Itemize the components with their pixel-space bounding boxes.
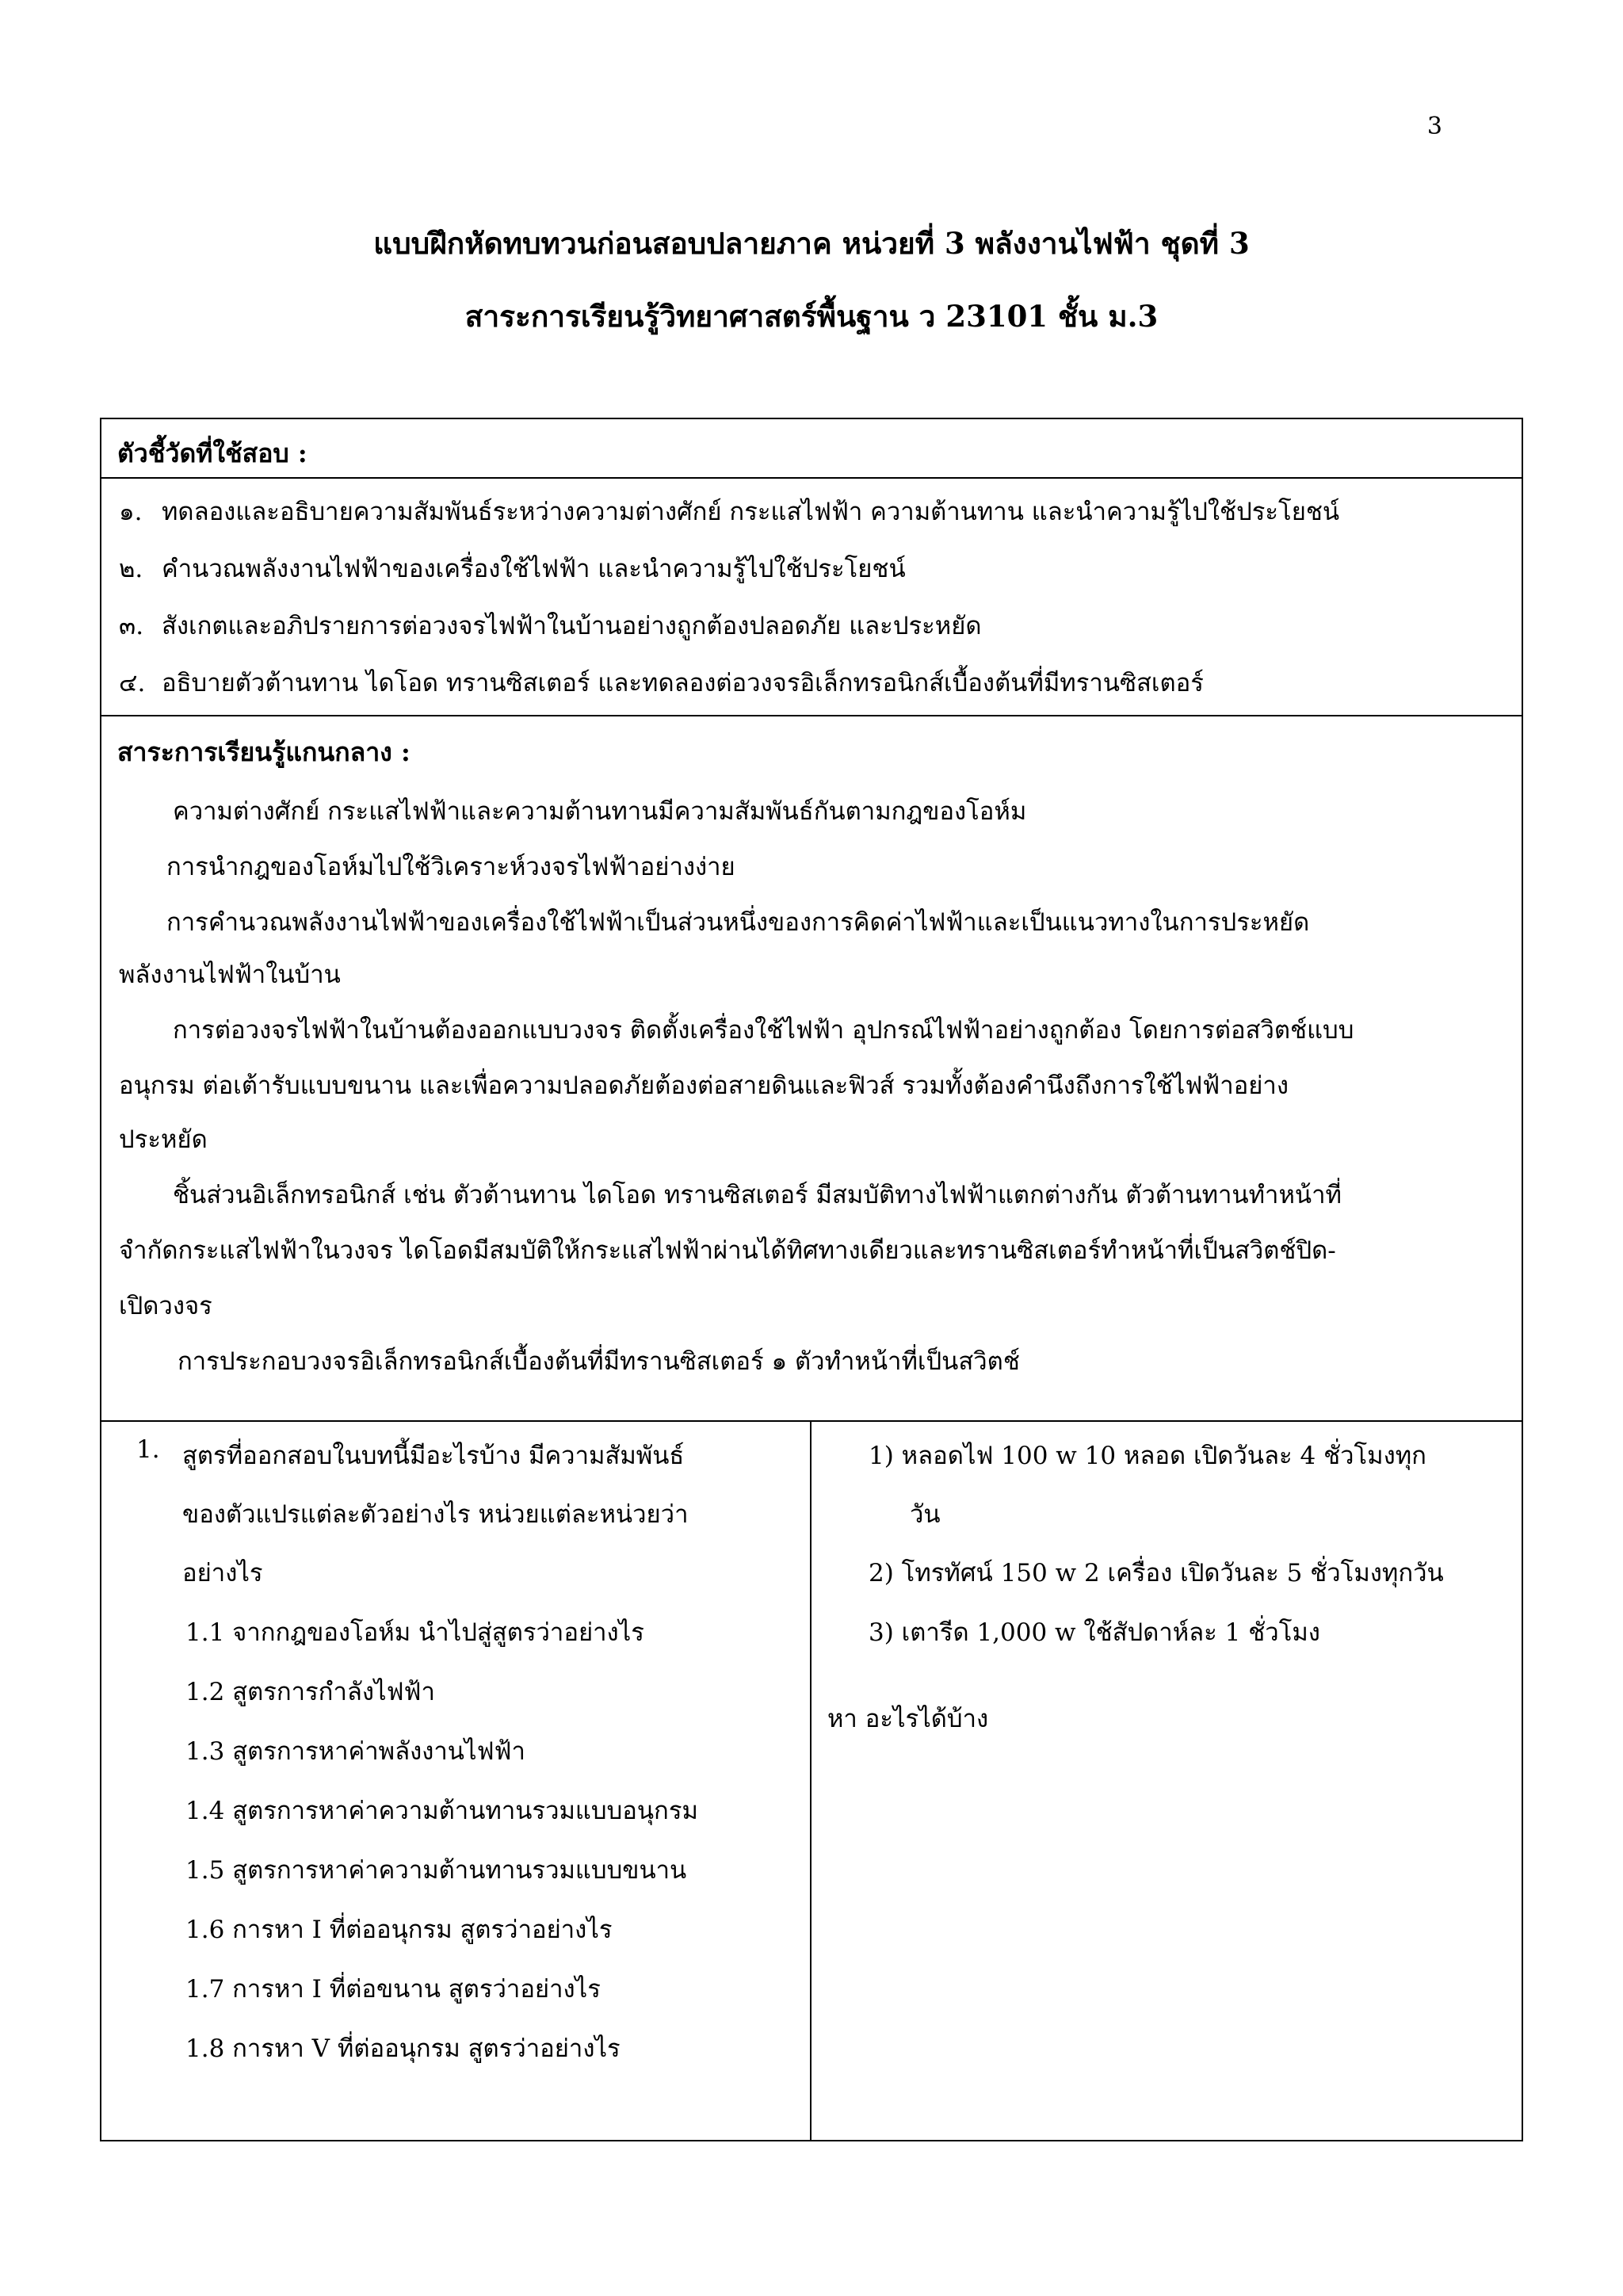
sub-question: 1.5 สูตรการหาค่าความต้านทานรวมแบบขนาน <box>185 1856 687 1885</box>
indicator-text: คำนวณพลังงานไฟฟ้าของเครื่องใช้ไฟฟ้า และนำความรู้ไปใช้ประโยชน์ <box>162 555 906 583</box>
indicator-item <box>119 606 982 645</box>
sub-question: 1.2 สูตรการกำลังไฟฟ้า <box>185 1678 435 1706</box>
content-line: ความต่างศักย์ กระแสไฟฟ้าและความต้านทานมีความสัมพันธ์กันตามกฎของโอห์ม <box>173 797 1027 826</box>
appliance-item: 1) หลอดไฟ 100 w 10 หลอด เปิดวันละ 4 ชั่วโมงทุก <box>869 1442 1426 1470</box>
question-line: สูตรที่ออกสอบในบทนี้มีอะไรบ้าง มีความสัมพันธ์ <box>182 1442 685 1470</box>
question-line: ของตัวแปรแต่ละตัวอย่างไร หน่วยแต่ละหน่วยว่า <box>182 1500 689 1529</box>
content-line: พลังงานไฟฟ้าในบ้าน <box>119 961 341 989</box>
indicator-number: ๔. <box>119 669 146 697</box>
core-content-section <box>101 716 1522 1422</box>
indicator-item <box>119 491 1339 531</box>
content-line: การต่อวงจรไฟฟ้าในบ้านต้องออกแบบวงจร ติดตั้งเครื่องใช้ไฟฟ้า อุปกรณ์ไฟฟ้าอย่างถูกต้อง โดยการต่อสวิตช์แบบ <box>173 1016 1354 1045</box>
indicator-number: ๓. <box>119 612 144 640</box>
indicators-heading-row <box>101 419 1522 479</box>
content-line: การคำนวณพลังงานไฟฟ้าของเครื่องใช้ไฟฟ้าเป็นส่วนหนึ่งของการคิดค่าไฟฟ้าและเป็นแนวทางในการประหยัด <box>166 908 1310 937</box>
column-divider <box>810 1422 812 2140</box>
content-line: การประกอบวงจรอิเล็กทรอนิกส์เบื้องต้นที่มีทรานซิสเตอร์ ๑ ตัวทำหน้าที่เป็นสวิตช์ <box>178 1347 1020 1376</box>
worksheet-table <box>100 418 1523 2141</box>
find-question: หา อะไรได้บ้าง <box>827 1705 989 1733</box>
question-line: อย่างไร <box>182 1559 263 1587</box>
indicator-text: อธิบายตัวต้านทาน ไดโอด ทรานซิสเตอร์ และทดลองต่อวงจรอิเล็กทรอนิกส์เบื้องต้นที่มีทรานซิสเตอร์ <box>162 669 1204 697</box>
indicator-item <box>119 548 906 588</box>
content-line: อนุกรม ต่อเต้ารับแบบขนาน และเพื่อความปลอดภัยต้องต่อสายดินและฟิวส์ รวมทั้งต้องคำนึงถึงการใช้ไฟฟ้าอย่าง <box>119 1072 1289 1100</box>
core-content-heading: สาระการเรียนรู้แกนกลาง : <box>117 737 411 767</box>
indicator-item <box>119 663 1204 702</box>
indicator-number: ๑. <box>119 498 143 526</box>
sub-question: 1.7 การหา I ที่ต่อขนาน สูตรว่าอย่างไร <box>185 1975 601 2004</box>
question-number: 1. <box>136 1435 160 1464</box>
sub-question: 1.8 การหา V ที่ต่ออนุกรม สูตรว่าอย่างไร <box>185 2034 621 2063</box>
content-line: จำกัดกระแสไฟฟ้าในวงจร ไดโอดมีสมบัติให้กระแสไฟฟ้าผ่านได้ทิศทางเดียวและทรานซิสเตอร์ทำหน้าที่เป็นสวิตช์ปิด- <box>119 1236 1336 1265</box>
indicators-heading: ตัวชี้วัดที่ใช้สอบ : <box>117 438 307 468</box>
appliance-item: 3) เตารีด 1,000 w ใช้สัปดาห์ละ 1 ชั่วโมง <box>869 1618 1320 1647</box>
indicator-text: สังเกตและอภิปรายการต่อวงจรไฟฟ้าในบ้านอย่างถูกต้องปลอดภัย และประหยัด <box>162 612 982 640</box>
indicators-list <box>101 479 1522 716</box>
indicator-text: ทดลองและอธิบายความสัมพันธ์ระหว่างความต่างศักย์ กระแสไฟฟ้า ความต้านทาน และนำความรู้ไปใช้ประโยชน์ <box>162 498 1340 526</box>
sub-question: 1.6 การหา I ที่ต่ออนุกรม สูตรว่าอย่างไร <box>185 1916 613 1944</box>
indicator-number: ๒. <box>119 555 143 583</box>
content-line: ประหยัด <box>119 1125 208 1154</box>
page-title: แบบฝึกหัดทบทวนก่อนสอบปลายภาค หน่วยที่ 3 พลังงานไฟฟ้า ชุดที่ 3 <box>373 226 1250 261</box>
page-subtitle: สาระการเรียนรู้วิทยาศาสตร์พื้นฐาน ว 23101 ชั้น ม.3 <box>464 299 1159 334</box>
sub-question: 1.1 จากกฎของโอห์ม นำไปสู่สูตรว่าอย่างไร <box>185 1618 644 1647</box>
appliance-item-continuation: วัน <box>910 1500 941 1529</box>
content-line: เปิดวงจร <box>119 1292 212 1320</box>
content-line: ชิ้นส่วนอิเล็กทรอนิกส์ เช่น ตัวต้านทาน ไดโอด ทรานซิสเตอร์ มีสมบัติทางไฟฟ้าแตกต่างกัน ตัวต้านทานทำหน้าที่ <box>173 1181 1342 1209</box>
appliance-item: 2) โทรทัศน์ 150 w 2 เครื่อง เปิดวันละ 5 ชั่วโมงทุกวัน <box>869 1559 1444 1587</box>
sub-question: 1.4 สูตรการหาค่าความต้านทานรวมแบบอนุกรม <box>185 1797 698 1825</box>
content-line: การนำกฎของโอห์มไปใช้วิเคราะห์วงจรไฟฟ้าอย่างง่าย <box>166 853 735 881</box>
page-number: 3 <box>1426 113 1442 140</box>
sub-question: 1.3 สูตรการหาค่าพลังงานไฟฟ้า <box>185 1737 525 1766</box>
